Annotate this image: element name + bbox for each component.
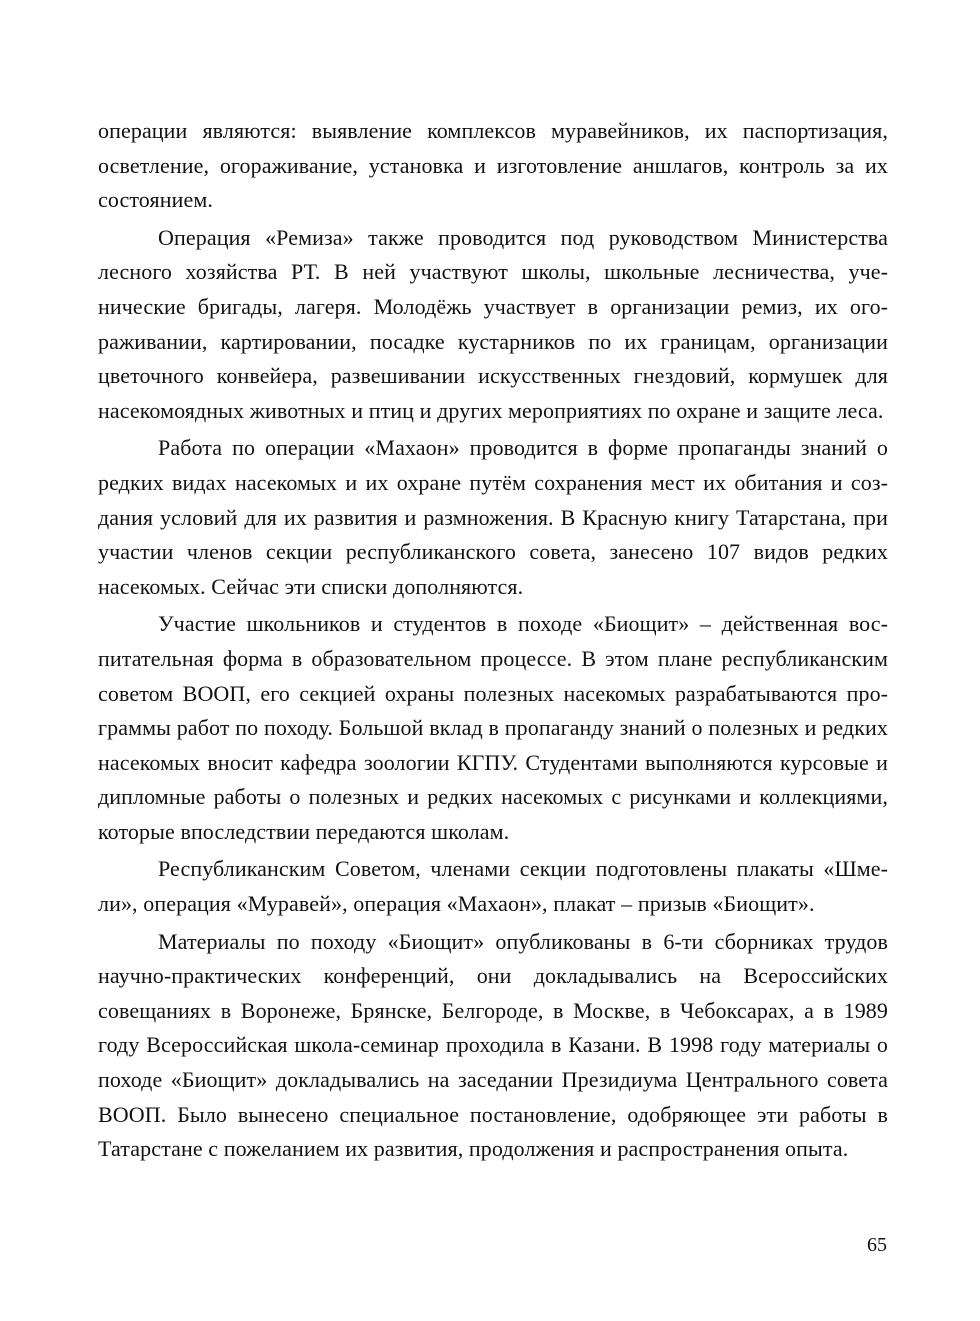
page-number: 65 [867, 1234, 887, 1256]
paragraph-3: Работа по операции «Махаон» проводится в форме пропаганды знаний о редких видах насекомых и их охране путём сохранения мест их обитания и создания условий для их развития и размножения. В Красную книгу Татарстана, при участии членов секции республиканского совета, занесено 107 видов редких насекомых. Сейчас эти списки дополняются. [98, 435, 888, 599]
body-text [98, 114, 888, 1167]
paragraph-1: операции являются: выявление комплексов муравейников, их паспортизация, осветление, огораживание, установка и изготовление аншлагов, контроль за их состоянием. [98, 118, 888, 213]
paragraph-2: Операция «Ремиза» также проводится под руководством Министерства лесного хозяйства РТ. В ней участвуют школы, школьные лесничества, ученические бригады, лагеря. Молодёжь участвует в организации ремиз, их огораживании, картировании, посадке кустарников по их границам, организации цветочного конвейера, развешивании искусственных гнездовий, кормушек для насекомоядных животных и птиц и других мероприятиях по охране и защите леса. [98, 224, 888, 423]
paragraph-4: Участие школьников и студентов в походе «Биощит» – действенная воспитательная форма в образовательном процессе. В этом плане республиканским советом ВООП, его секцией охраны полезных насекомых разрабатываются программы работ по походу. Большой вклад в пропаганду знаний о полезных и редких насекомых вносит кафедра зоологии КГПУ. Студентами выполняются курсовые и дипломные работы о полезных и редких насекомых с рисунками и коллекциями, которые впоследствии передаются школам. [98, 611, 888, 844]
paragraph-6: Материалы по походу «Биощит» опубликованы в 6-ти сборниках трудов научно-практических конференций, они докладывались на Всероссийских совещаниях в Воронеже, Брянске, Белгороде, в Москве, в Чебоксарах, а в 1989 году Всероссийская школа-семинар проходила в Казани. В 1998 году материалы о походе «Биощит» докладывались на заседании Президиума Центрального совета ВООП. Было вынесено специальное постановление, одобряющее эти работы в Татарстане с пожеланием их развития, продолжения и распространения опыта. [98, 928, 888, 1162]
paragraph-5: Республиканским Советом, членами секции подготовлены плакаты «Шмели», операция «Муравей», операция «Махаон», плакат – призыв «Биощит». [98, 856, 888, 917]
